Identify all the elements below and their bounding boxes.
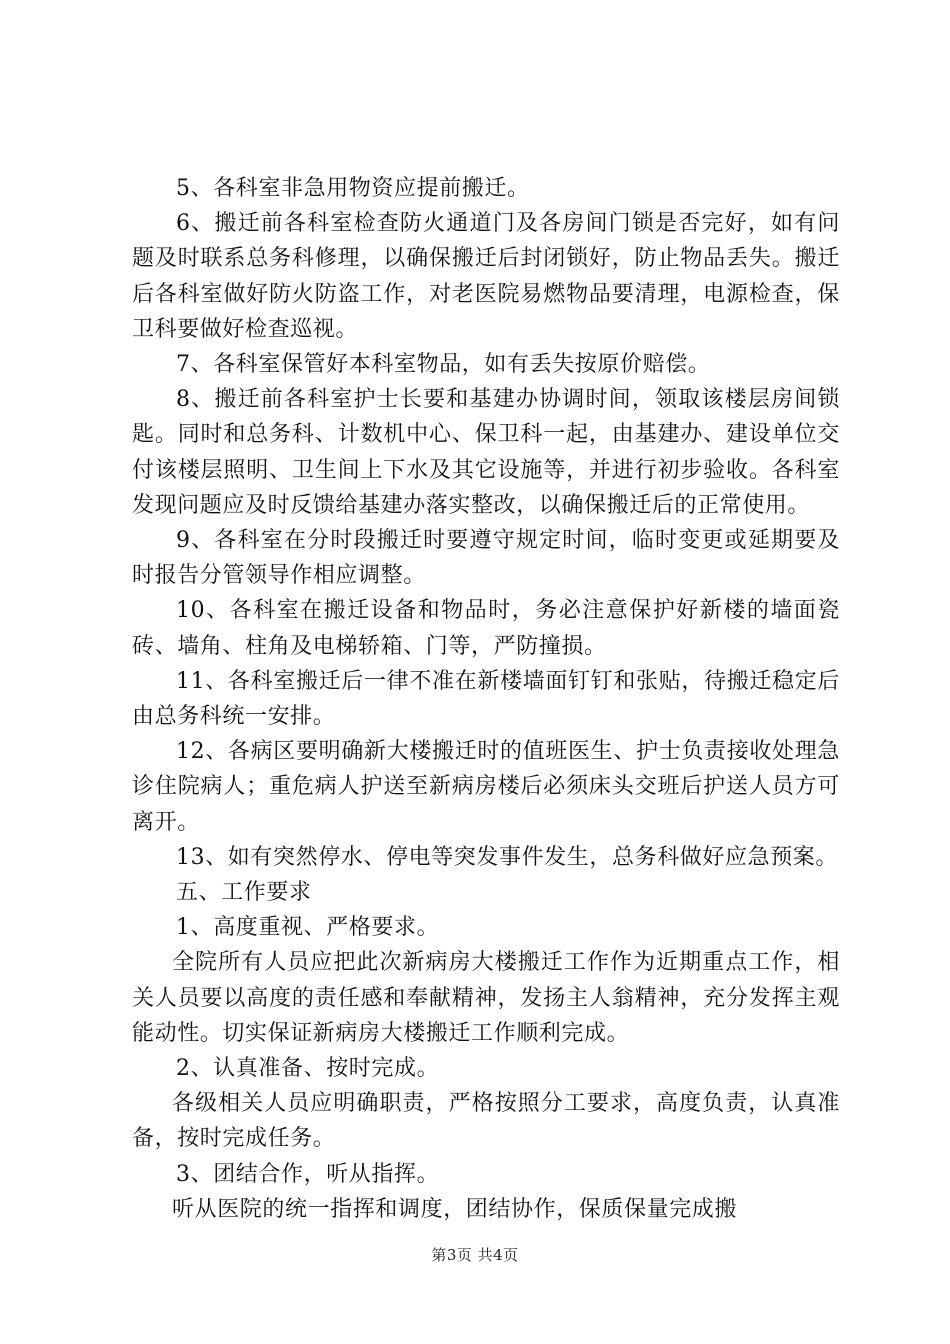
paragraph-item-12: 12、各病区要明确新大楼搬迁时的值班医生、护士负责接收处理急诊住院病人；重危病人护送至新病房楼后必须床头交班后护送人员方可离开。 [132,739,840,835]
paragraph-item-10: 10、各科室在搬迁设备和物品时，务必注意保护好新楼的墙面瓷砖、墙角、柱角及电梯轿箱、门等，严防撞损。 [132,598,840,659]
paragraph-item-5: 5、各科室非急用物资应提前搬迁。 [176,176,530,201]
requirement-heading-3: 3、团结合作，听从指挥。 [176,1161,440,1187]
paragraph-item-8: 8、搬迁前各科室护士长要和基建办协调时间，领取该楼层房间锁匙。同时和总务科、计数机中心、保卫科一起，由基建办、建设单位交付该楼层照明、卫生间上下水及其它设施等，并进行初步验收。各科室发现问题应及时反馈给基建办落实整改，以确保搬迁后的正常使用。 [132,387,840,518]
paragraph-item-6: 6、搬迁前各科室检查防火通道门及各房间门锁是否完好，如有问题及时联系总务科修理，以确保搬迁后封闭锁好，防止物品丢失。搬迁后各科室做好防火防盗工作，对老医院易燃物品要清理，电源检查，保卫科要做好检查巡视。 [132,211,840,342]
requirement-heading-2: 2、认真准备、按时完成。 [176,1056,440,1082]
requirement-body-3: 听从医院的统一指挥和调度，团结协作，保质保量完成搬 [172,1196,738,1222]
page-number-footer: 第3页 共4页 [431,1246,519,1264]
section-heading-work-requirements: 五、工作要求 [176,880,312,906]
paragraph-item-9: 9、各科室在分时段搬迁时要遵守规定时间，临时变更或延期要及时报告分管领导作相应调整。 [132,528,840,589]
requirement-body-1: 全院所有人员应把此次新病房大楼搬迁工作作为近期重点工作，相关人员要以高度的责任感和奉献精神，发扬主人翁精神，充分发挥主观能动性。切实保证新病房大楼搬迁工作顺利完成。 [132,950,840,1046]
document-body [132,171,840,1227]
paragraph-item-13: 13、如有突然停水、停电等突发事件发生，总务科做好应急预案。 [176,844,838,870]
paragraph-item-11: 11、各科室搬迁后一律不准在新楼墙面钉钉和张贴，待搬迁稳定后由总务科统一安排。 [132,668,840,730]
paragraph-item-7: 7、各科室保管好本科室物品，如有丢失按原价赔偿。 [176,352,711,378]
requirement-heading-1: 1、高度重视、严格要求。 [176,915,440,941]
requirement-body-2: 各级相关人员应明确职责，严格按照分工要求，高度负责，认真准备，按时完成任务。 [132,1091,840,1152]
